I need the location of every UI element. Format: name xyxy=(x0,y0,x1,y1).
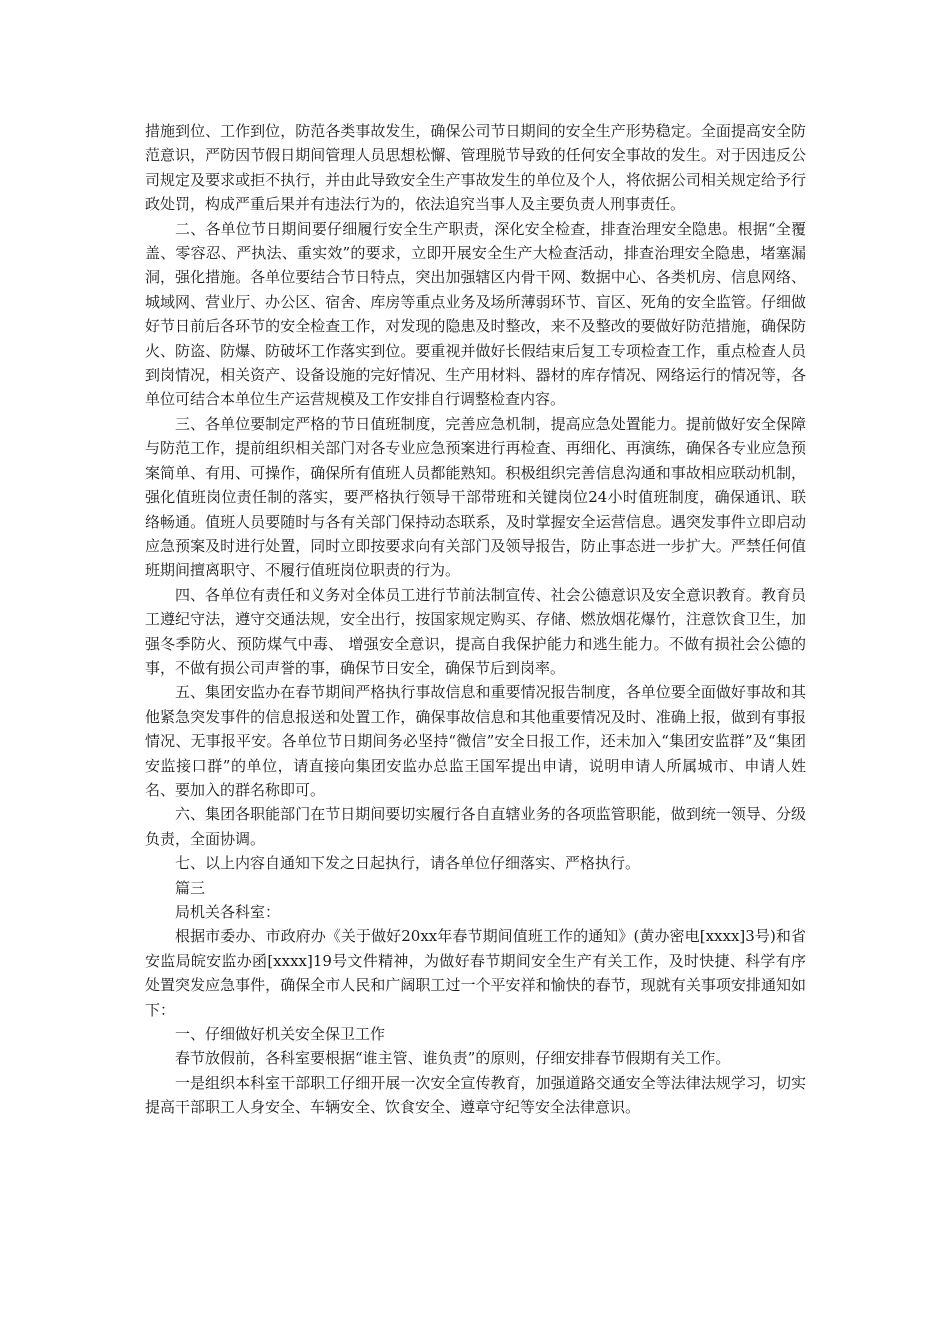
paragraph-5: 五、集团安监办在春节期间严格执行事故信息和重要情况报告制度，各单位要全面做好事故和其他紧急突发事件的信息报送和处置工作，确保事故信息和其他重要情况及时、准确上报，做到有事报情况、无事报平安。各单位节日期间务必坚持“微信”安全日报工作，还未加入“集团安监群”及“集团安监接口群”的单位，请直接向集团安监办总监王国军提出申请，说明申请人所属城市、申请人姓名、要加入的群名称即可。 xyxy=(145,683,806,799)
document-body xyxy=(145,119,806,1120)
paragraph-2: 二、各单位节日期间要仔细履行安全生产职责，深化安全检查，排查治理安全隐患。根据“全覆盖、零容忍、严执法、重实效”的要求，立即开展安全生产大检查活动，排查治理安全隐患，堵塞漏洞，强化措施。各单位要结合节日特点，突出加强辖区内骨干网、数据中心、各类机房、信息网络、城域网、营业厅、办公区、宿舍、库房等重点业务及场所薄弱环节、盲区、死角的安全监管。仔细做好节日前后各环节的安全检查工作，对发现的隐患及时整改，来不及整改的要做好防范措施，确保防火、防盗、防爆、防破坏工作落实到位。要重视并做好长假结束后复工专项检查工作，重点检查人员到岗情况，相关资产、设备设施的完好情况、生产用材料、器材的库存情况、网络运行的情况等，各单位可结合本单位生产运营规模及工作安排自行调整检查内容。 xyxy=(145,219,806,409)
paragraph-10: 一是组织本科室干部职工仔细开展一次安全宣传教育，加强道路交通安全等法律法规学习，切实提高干部职工人身安全、车辆安全、饮食安全、遵章守纪等安全法律意识。 xyxy=(145,1073,806,1117)
section-heading: 篇三 xyxy=(175,878,206,897)
salutation: 局机关各科室： xyxy=(175,903,281,921)
paragraph-7: 七、以上内容自通知下发之日起执行，请各单位仔细落实、严格执行。 xyxy=(175,854,641,873)
paragraph-1: 措施到位、工作到位，防范各类事故发生，确保公司节日期间的安全生产形势稳定。全面提高安全防范意识，严防因节假日期间管理人员思想松懈、管理脱节导致的任何安全事故的发生。对于因违反公司规定及要求或拒不执行，并由此导致安全生产事故发生的单位及个人，将依据公司相关规定给予行政处罚，构成严重后果并有违法行为的，依法追究当事人及主要负责人刑事责任。 xyxy=(145,122,806,214)
paragraph-9: 春节放假前，各科室要根据“谁主管、谁负责”的原则，仔细安排春节假期有关工作。 xyxy=(175,1049,731,1068)
paragraph-4: 四、各单位有责任和义务对全体员工进行节前法制宣传、社会公德意识及安全意识教育。教育员工遵纪守法，遵守交通法规，安全出行，按国家规定购买、存储、燃放烟花爆竹，注意饮食卫生，加强冬季防火、预防煤气中毒、 增强安全意识，提高自我保护能力和逃生能力。不做有损社会公德的事，不做有损公司声誉的事，确保节日安全，确保节后到岗率。 xyxy=(145,585,806,677)
paragraph-6: 六、集团各职能部门在节日期间要切实履行各自直辖业务的各项监管职能，做到统一领导、分级负责，全面协调。 xyxy=(145,805,806,848)
subheading-1: 一、仔细做好机关安全保卫工作 xyxy=(175,1025,386,1044)
paragraph-8: 根据市委办、市政府办《关于做好20xx年春节期间值班工作的通知》(黄办密电[xxxx]3号)和省安监局皖安监办函[xxxx]19号文件精神，为做好春节期间安全生产有关工作，及时快捷、科学有序处置突发应急事件，确保全市人民和广阔职工过一个平安祥和愉快的春节，现就有关事项安排通知如下： xyxy=(145,927,806,1019)
paragraph-3: 三、各单位要制定严格的节日值班制度，完善应急机制，提高应急处置能力。提前做好安全保障与防范工作，提前组织相关部门对各专业应急预案进行再检查、再细化、再演练，确保各专业应急预案简单、有用、可操作，确保所有值班人员都能熟知。积极组织完善信息沟通和事故相应联动机制，强化值班岗位责任制的落实，要严格执行领导干部带班和关键岗位24小时值班制度，确保通讯、联络畅通。值班人员要随时与各有关部门保持动态联系，及时掌握安全运营信息。遇突发事件立即启动应急预案及时进行处置，同时立即按要求向有关部门及领导报告，防止事态进一步扩大。严禁任何值班期间擅离职守、不履行值班岗位职责的行为。 xyxy=(145,414,806,580)
